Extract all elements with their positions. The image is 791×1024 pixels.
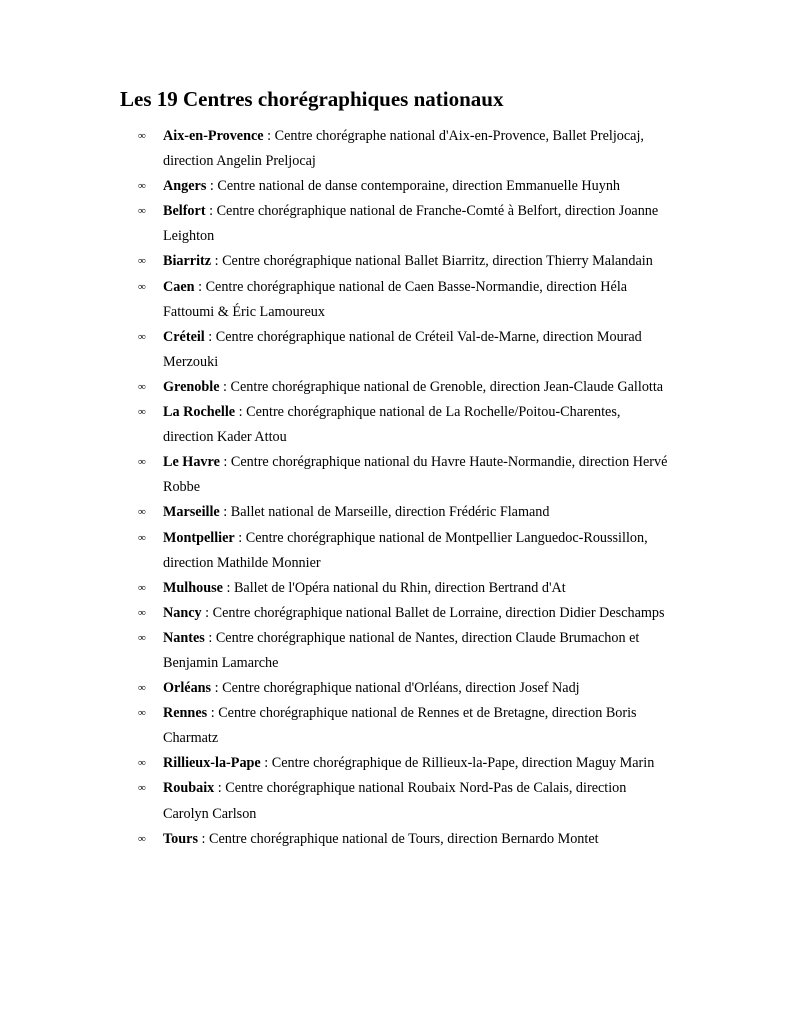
centre-description: : Centre chorégraphique national de Tours, direction Bernardo Montet xyxy=(197,830,599,847)
city-name: Mulhouse xyxy=(163,579,223,596)
infinity-bullet-icon: ∞ xyxy=(138,606,146,619)
list-item xyxy=(0,500,673,525)
centre-description: : Centre chorégraphique national d'Orléans, direction Josef Nadj xyxy=(211,680,580,697)
city-name: Tours xyxy=(163,830,198,847)
city-name: Biarritz xyxy=(163,253,212,270)
infinity-bullet-icon: ∞ xyxy=(138,531,146,544)
infinity-bullet-icon: ∞ xyxy=(138,757,146,770)
infinity-bullet-icon: ∞ xyxy=(138,682,146,695)
centre-description: : Centre chorégraphique national de Rennes et de Bretagne, direction Boris Charmatz xyxy=(163,705,637,747)
city-name: Angers xyxy=(163,178,207,195)
city-name: Rennes xyxy=(163,705,208,722)
list-item xyxy=(0,701,673,751)
city-name: Grenoble xyxy=(163,378,220,395)
infinity-bullet-icon: ∞ xyxy=(138,406,146,419)
centre-description: : Centre chorégraphique national Ballet Biarritz, direction Thierry Malandain xyxy=(211,253,653,270)
city-name: Nancy xyxy=(163,604,202,621)
centre-list xyxy=(0,124,791,852)
city-name: Rillieux-la-Pape xyxy=(163,755,261,772)
list-item xyxy=(0,375,673,400)
list-item xyxy=(0,676,673,701)
centre-description: : Centre chorégraphe national d'Aix-en-Provence, Ballet Preljocaj, direction Angelin Preljocaj xyxy=(163,128,644,170)
city-name: Aix-en-Provence xyxy=(163,128,264,144)
infinity-bullet-icon: ∞ xyxy=(138,581,146,594)
list-item xyxy=(0,450,673,500)
centre-description: : Centre chorégraphique national de Grenoble, direction Jean-Claude Gallotta xyxy=(219,378,664,395)
list-item xyxy=(0,124,673,174)
centre-description: : Ballet de l'Opéra national du Rhin, direction Bertrand d'At xyxy=(222,579,566,596)
list-item xyxy=(0,526,673,576)
centre-description: : Centre chorégraphique de Rillieux-la-Pape, direction Maguy Marin xyxy=(260,755,655,772)
list-item xyxy=(0,199,673,249)
list-item xyxy=(0,626,673,676)
city-name: Belfort xyxy=(163,203,206,220)
city-name: Le Havre xyxy=(163,454,220,471)
centre-description: : Centre chorégraphique national de Montpellier Languedoc-Roussillon, direction Mathilde Monnier xyxy=(163,529,648,571)
centre-description: : Centre chorégraphique national de Caen Basse-Normandie, direction Héla Fattoumi & Éric Lamoureux xyxy=(163,278,628,320)
centre-description: : Centre chorégraphique national Ballet de Lorraine, direction Didier Deschamps xyxy=(201,604,665,621)
infinity-bullet-icon: ∞ xyxy=(138,280,146,293)
infinity-bullet-icon: ∞ xyxy=(138,506,146,519)
infinity-bullet-icon: ∞ xyxy=(138,205,146,218)
list-item xyxy=(0,174,673,199)
page-title: Les 19 Centres chorégraphiques nationaux xyxy=(120,87,504,111)
infinity-bullet-icon: ∞ xyxy=(138,380,146,393)
centre-description: : Centre chorégraphique national de Créteil Val-de-Marne, direction Mourad Merzouki xyxy=(163,328,642,370)
infinity-bullet-icon: ∞ xyxy=(138,330,146,343)
centre-description: : Centre chorégraphique national Roubaix Nord-Pas de Calais, direction Carolyn Carlson xyxy=(163,780,627,822)
list-item xyxy=(0,601,673,626)
city-name: Montpellier xyxy=(163,529,235,546)
centre-description: : Centre chorégraphique national du Havre Haute-Normandie, direction Hervé Robbe xyxy=(163,454,668,496)
infinity-bullet-icon: ∞ xyxy=(138,255,146,268)
city-name: Caen xyxy=(163,278,195,295)
infinity-bullet-icon: ∞ xyxy=(138,456,146,469)
centre-description: : Centre chorégraphique national de La Rochelle/Poitou-Charentes, direction Kader Attou xyxy=(163,404,621,446)
list-item xyxy=(0,249,673,274)
centre-description: : Centre chorégraphique national de Nantes, direction Claude Brumachon et Benjamin Lamarche xyxy=(163,629,640,671)
list-item xyxy=(0,751,673,776)
city-name: Nantes xyxy=(163,629,205,646)
infinity-bullet-icon: ∞ xyxy=(138,130,146,142)
infinity-bullet-icon: ∞ xyxy=(138,707,146,720)
list-item xyxy=(0,400,673,450)
centre-description: : Centre chorégraphique national de Franche-Comté à Belfort, direction Joanne Leighton xyxy=(163,203,659,245)
city-name: Créteil xyxy=(163,328,205,345)
list-item xyxy=(0,325,673,375)
list-item xyxy=(0,275,673,325)
infinity-bullet-icon: ∞ xyxy=(138,180,146,193)
centre-description: : Centre national de danse contemporaine, direction Emmanuelle Huynh xyxy=(206,178,621,195)
infinity-bullet-icon: ∞ xyxy=(138,832,146,845)
list-item xyxy=(0,776,673,826)
city-name: Marseille xyxy=(163,504,220,521)
infinity-bullet-icon: ∞ xyxy=(138,631,146,644)
list-item xyxy=(0,827,673,852)
infinity-bullet-icon: ∞ xyxy=(138,782,146,795)
city-name: Roubaix xyxy=(163,780,215,797)
centre-description: : Ballet national de Marseille, direction Frédéric Flamand xyxy=(219,504,550,521)
city-name: La Rochelle xyxy=(163,404,236,421)
list-item xyxy=(0,576,673,601)
city-name: Orléans xyxy=(163,680,212,697)
